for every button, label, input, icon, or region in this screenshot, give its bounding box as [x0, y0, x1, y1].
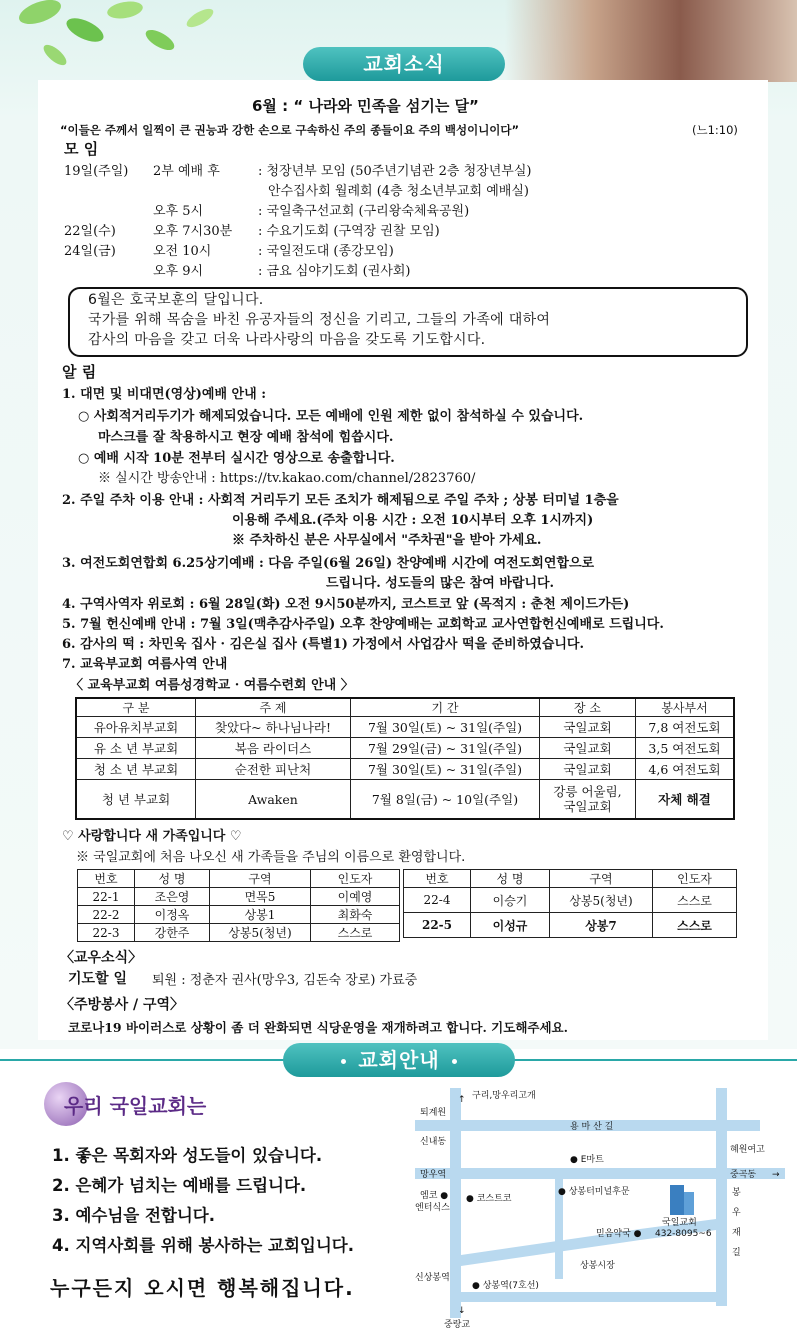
map-label: ● 상봉역(7호선)	[472, 1281, 539, 1291]
meeting-desc: : 국일축구선교회 (구리왕숙체육공원)	[258, 204, 470, 219]
table-cell: 청 소 년 부교회	[76, 759, 196, 780]
table-cell: 7월 29일(금) ~ 31일(주일)	[351, 738, 540, 759]
map-label: 우	[732, 1208, 741, 1218]
meeting-time: 오후 9시	[153, 264, 204, 279]
table-cell: 자체 해결	[636, 780, 735, 820]
intro-item-4: 4. 지역사회를 위해 봉사하는 교회입니다.	[52, 1236, 355, 1255]
table-cell: 이성규	[471, 913, 550, 938]
meeting-time: 2부 예배 후	[153, 164, 220, 179]
table-cell: 최화숙	[311, 906, 400, 924]
leaf-decoration-icon	[0, 0, 300, 90]
month-title: 6월 : “ 나라와 민족을 섬기는 달”	[252, 97, 479, 115]
map-label: 중랑교	[444, 1320, 471, 1330]
meeting-desc: 안수집사회 월례회 (4층 청소년부교회 예배실)	[268, 184, 529, 199]
meeting-day: 22일(수)	[64, 224, 116, 239]
map-label: 퇴계원	[420, 1108, 447, 1118]
prayer-text: 퇴원 : 정춘자 권사(망우3, 김돈숙 장로) 가료중	[152, 973, 418, 988]
new-family-table-right	[403, 869, 737, 938]
table-row	[76, 759, 734, 780]
dot-icon	[341, 1059, 346, 1064]
table-header: 번호	[404, 870, 471, 888]
intro-title-block	[44, 1082, 244, 1126]
map-label: 신내동	[420, 1137, 447, 1147]
table-cell: 22-3	[78, 924, 135, 942]
table-header: 성 명	[471, 870, 550, 888]
table-cell: 면목5	[210, 888, 311, 906]
table-header-row	[404, 870, 737, 888]
table-cell: 7월 8일(금) ~ 10일(주일)	[351, 780, 540, 820]
table-row	[76, 780, 734, 820]
map-arrow-right-icon: →	[772, 1170, 780, 1180]
table-cell: 유 소 년 부교회	[76, 738, 196, 759]
table-header: 봉사부서	[636, 698, 735, 717]
map-road-bottom	[461, 1292, 727, 1302]
table-header: 기 간	[351, 698, 540, 717]
table-cell: 스스로	[653, 888, 737, 913]
table-cell: 국일교회	[540, 738, 636, 759]
table-row	[78, 906, 400, 924]
table-cell: 조은영	[135, 888, 210, 906]
notice-5: 5. 7월 헌신예배 안내 : 7월 3일(맥추감사주일) 오후 찬양예배는 교회학교 교사연합헌신예배로 드립니다.	[62, 617, 664, 632]
table-cell: 국일교회	[540, 759, 636, 780]
meeting-time: 오전 10시	[153, 244, 212, 259]
table-cell: 4,6 여전도회	[636, 759, 735, 780]
meeting-day: 19일(주일)	[64, 164, 129, 179]
table-cell: 22-1	[78, 888, 135, 906]
church-building-icon	[684, 1192, 694, 1215]
table-row	[76, 717, 734, 738]
table-header: 성 명	[135, 870, 210, 888]
notice-2-c: ※ 주차하신 분은 사무실에서 "주차권"을 받아 가세요.	[232, 533, 542, 548]
table-cell: 복음 라이더스	[196, 738, 351, 759]
table-cell: 순전한 피난처	[196, 759, 351, 780]
memorial-line-2: 국가를 위해 목숨을 바친 유공자들의 정신을 기리고, 그들의 가족에 대하여	[88, 312, 551, 328]
table-header-row	[78, 870, 400, 888]
meeting-time: 오후 7시30분	[153, 224, 233, 239]
new-family-sub: ※ 국일교회에 처음 나오신 새 가족들을 주님의 이름으로 환영합니다.	[76, 850, 466, 865]
kitchen-text: 코로나19 바이러스로 상황이 좀 더 완화되면 식당운영을 재개하려고 합니다. 기도해주세요.	[68, 1020, 568, 1035]
map-label: 용 마 산 길	[570, 1122, 614, 1132]
table-cell: 이정옥	[135, 906, 210, 924]
map-label: 망우역	[420, 1170, 447, 1180]
memorial-line-1: 6월은 호국보훈의 달입니다.	[88, 292, 264, 308]
notice-4: 4. 구역사역자 위로회 : 6월 28일(화) 오전 9시50분까지, 코스트코 앞 (목적지 : 춘천 제이드가든)	[62, 597, 630, 612]
table-cell: 청 년 부교회	[76, 780, 196, 820]
table-header: 장 소	[540, 698, 636, 717]
dot-icon	[452, 1059, 457, 1064]
notice-1-a: ○ 사회적거리두기가 해제되었습니다. 모든 예배에 인원 제한 없이 참석하실 수 있습니다.	[78, 409, 584, 424]
meeting-desc: : 청장년부 모임 (50주년기념관 2층 청장년부실)	[258, 164, 532, 179]
table-cell: 22-2	[78, 906, 135, 924]
map-label: 432-8095~6	[655, 1229, 712, 1239]
map-label: 신상봉역	[415, 1273, 450, 1283]
table-row	[78, 924, 400, 942]
new-family-table-left	[77, 869, 400, 942]
meeting-desc: : 금요 심야기도회 (권사회)	[258, 264, 411, 279]
broadcast-link[interactable]: ※ 실시간 방송안내 : https://tv.kakao.com/channel/2823760/	[98, 471, 476, 486]
notice-6: 6. 감사의 떡 : 차민욱 집사 · 김은실 집사 (특별1) 가정에서 사업감사 떡을 준비하였습니다.	[62, 637, 585, 652]
intro-item-2: 2. 은혜가 넘치는 예배를 드립니다.	[52, 1176, 307, 1195]
church-guide-title: 교회안내	[358, 1048, 440, 1072]
table-header: 인도자	[311, 870, 400, 888]
table-header: 주 제	[196, 698, 351, 717]
table-cell: 이예영	[311, 888, 400, 906]
map-label: 엠코 ●	[420, 1191, 449, 1201]
verse-reference: (느1:10)	[692, 123, 738, 137]
map-label: 중곡동	[730, 1170, 757, 1180]
table-cell: 찾았다~ 하나님나라!	[196, 717, 351, 738]
table-row	[76, 738, 734, 759]
table-cell: 스스로	[311, 924, 400, 942]
members-news-heading: 〈교우소식〉	[60, 950, 143, 966]
table-header: 구역	[550, 870, 653, 888]
meeting-day: 24일(금)	[64, 244, 116, 259]
prayer-label: 기도할 일	[68, 971, 127, 987]
map-label: 혜원여고	[730, 1145, 765, 1155]
month-verse: “이들은 주께서 일찍이 큰 권능과 강한 손으로 구속하신 주의 종들이요 주의 백성이니이다”	[60, 123, 520, 137]
table-cell: 상봉5(청년)	[550, 888, 653, 913]
table-cell: 7,8 여전도회	[636, 717, 735, 738]
table-cell	[540, 780, 636, 820]
table-cell: 상봉7	[550, 913, 653, 938]
intro-item-1: 1. 좋은 목회자와 성도들이 있습니다.	[52, 1146, 323, 1165]
table-cell: 3,5 여전도회	[636, 738, 735, 759]
table-cell: Awaken	[196, 780, 351, 820]
map-label: 재	[732, 1228, 741, 1238]
memorial-line-3: 감사의 마음을 갖고 더욱 나라사랑의 마음을 갖도록 기도합시다.	[88, 332, 486, 348]
meeting-time: 오후 5시	[153, 204, 204, 219]
table-cell: 강한주	[135, 924, 210, 942]
table-header: 구역	[210, 870, 311, 888]
notice-3: 3. 여전도회연합회 6.25상기예배 : 다음 주일(6월 26일) 찬양예배 시간에 여전도회연합으로	[62, 556, 595, 571]
notice-1-title: 1. 대면 및 비대면(영상)예배 안내 :	[62, 387, 266, 402]
map-road-right	[716, 1088, 727, 1306]
table-cell: 22-4	[404, 888, 471, 913]
map-label: ● 코스트코	[466, 1194, 512, 1204]
notice-2-b: 이용해 주세요.(주차 이용 시간 : 오전 10시부터 오후 1시까지)	[232, 513, 594, 528]
meeting-desc: : 국일전도대 (종강모임)	[258, 244, 394, 259]
notice-7: 7. 교육부교회 여름사역 안내	[62, 657, 228, 672]
notice-2: 2. 주일 주차 이용 안내 : 사회적 거리두기 모든 조치가 해제됨으로 주일 주차 ; 상봉 터미널 1층을	[62, 493, 619, 508]
table-cell: 7월 30일(토) ~ 31일(주일)	[351, 759, 540, 780]
kitchen-heading: 〈주방봉사 / 구역〉	[60, 997, 185, 1013]
table-header: 번호	[78, 870, 135, 888]
church-guide-banner	[283, 1043, 515, 1077]
church-building-icon	[670, 1185, 684, 1215]
notice-7-sub: 〈 교육부교회 여름성경학교 · 여름수련회 안내 〉	[70, 678, 354, 693]
notice-3-b: 드립니다. 성도들의 많은 참여 바랍니다.	[326, 576, 555, 591]
church-location-map	[400, 1080, 797, 1332]
choir-photo	[505, 0, 797, 82]
table-row	[404, 888, 737, 913]
new-family-heading: ♡ 사랑합니다 새 가족입니다 ♡	[62, 829, 242, 844]
intro-slogan: 누구든지 오시면 행복해집니다.	[50, 1276, 355, 1300]
map-label: 믿음약국 ●	[596, 1229, 642, 1239]
summer-program-table	[75, 697, 735, 820]
table-cell: 상봉5(청년)	[210, 924, 311, 942]
map-arrow-up-icon: ↑	[458, 1095, 466, 1105]
table-cell: 국일교회	[540, 717, 636, 738]
intro-title: 우리 국일교회는	[64, 1094, 207, 1118]
map-arrow-down-icon: ↓	[458, 1306, 466, 1316]
table-cell: 스스로	[653, 913, 737, 938]
map-label: 상봉시장	[580, 1261, 615, 1271]
notice-1-a2: 마스크를 잘 착용하시고 현장 예배 참석에 힘씁시다.	[98, 430, 394, 445]
meeting-desc: : 수요기도회 (구역장 권찰 모임)	[258, 224, 440, 239]
table-cell: 22-5	[404, 913, 471, 938]
church-news-banner: 교회소식	[303, 47, 505, 81]
map-label: ● 상봉터미널후문	[558, 1187, 630, 1197]
notice-1-b: ○ 예배 시작 10분 전부터 실시간 영상으로 송출합니다.	[78, 451, 395, 466]
table-cell: 유아유치부교회	[76, 717, 196, 738]
map-label: 길	[732, 1248, 741, 1258]
map-label: 구리,망우리고개	[472, 1091, 536, 1101]
table-header: 구 분	[76, 698, 196, 717]
intro-item-3: 3. 예수님을 전합니다.	[52, 1206, 216, 1225]
table-cell: 이승기	[471, 888, 550, 913]
place-line: 강릉 어울림,	[553, 784, 622, 799]
meetings-heading: 모 임	[64, 140, 99, 158]
table-cell: 상봉1	[210, 906, 311, 924]
map-label: 국일교회	[662, 1218, 697, 1228]
place-line: 국일교회	[563, 799, 612, 814]
notices-heading: 알 림	[62, 363, 97, 381]
map-label: 엔터식스	[415, 1203, 450, 1213]
table-header-row	[76, 698, 734, 717]
table-row	[78, 888, 400, 906]
map-label: 봉	[732, 1188, 741, 1198]
table-header: 인도자	[653, 870, 737, 888]
table-cell: 7월 30일(토) ~ 31일(주일)	[351, 717, 540, 738]
map-label: ● E마트	[570, 1155, 604, 1165]
table-row	[404, 913, 737, 938]
